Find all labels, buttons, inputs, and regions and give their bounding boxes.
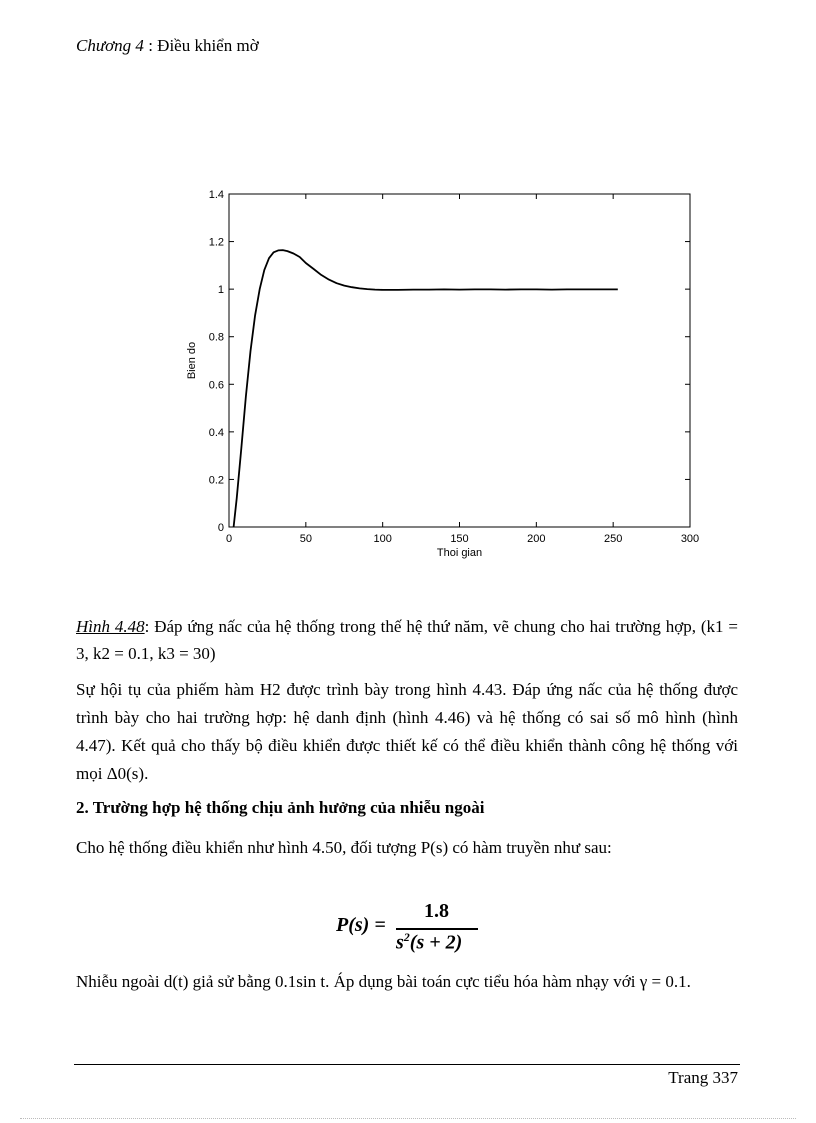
y-tick-label: 1.2	[208, 236, 224, 249]
x-axis-label: Thoi gian	[436, 547, 483, 559]
response-line	[234, 250, 618, 527]
figure-label: Hình 4.48	[76, 617, 145, 636]
y-axis-label: Bien do	[186, 341, 198, 380]
paragraph-disturbance: Nhiễu ngoài d(t) giả sử bằng 0.1sin t. Áp dụng bài toán cực tiểu hóa hàm nhạy với γ = 0.1.	[76, 972, 691, 991]
y-tick-label: 1	[217, 284, 224, 297]
y-tick-label: 0.6	[208, 379, 224, 392]
x-tick-label: 300	[680, 533, 700, 545]
denominator-rest: (s + 2)	[409, 931, 463, 954]
denominator-exponent: 2	[403, 930, 410, 944]
denominator-base: s	[396, 931, 404, 954]
page-header	[76, 36, 259, 56]
page-bottom-border	[20, 1118, 796, 1119]
step-response-chart	[180, 180, 710, 575]
paragraph-system: Cho hệ thống điều khiển như hình 4.50, đối tượng P(s) có hàm truyền như sau:	[76, 838, 612, 857]
y-tick-label: 1.4	[208, 189, 224, 201]
plot-frame	[229, 194, 690, 527]
y-tick-label: 0.2	[208, 474, 224, 487]
formula-lhs: P(s) =	[336, 914, 386, 936]
footer-rule	[74, 1064, 740, 1065]
page-footer	[668, 1068, 738, 1088]
x-tick-label: 0	[225, 533, 233, 545]
step-response-figure	[180, 180, 710, 575]
y-tick-label: 0.4	[208, 426, 224, 439]
formula-denominator	[396, 930, 462, 955]
x-tick-label: 50	[299, 533, 312, 545]
x-tick-label: 250	[603, 533, 623, 545]
x-tick-label: 100	[373, 533, 392, 545]
figure-caption	[76, 613, 738, 667]
page-number: 337	[712, 1068, 738, 1087]
transfer-function-formula	[330, 898, 490, 958]
formula-numerator: 1.8	[424, 900, 449, 922]
x-tick-label: 150	[450, 533, 469, 545]
page-label: Trang	[668, 1068, 709, 1087]
figure-caption-text: : Đáp ứng nấc của hệ thống trong thế hệ thứ năm, vẽ chung cho hai trường hợp, (k1 = 3, k2 = 0.1, k3 = 30)	[76, 617, 738, 663]
x-tick-label: 200	[527, 533, 546, 545]
section-title: 2. Trường hợp hệ thống chịu ảnh hưởng của nhiễu ngoài	[76, 798, 485, 817]
chapter-title: : Điều khiển mờ	[148, 36, 259, 55]
y-tick-label: 0.8	[208, 331, 224, 344]
chapter-label: Chương 4	[76, 36, 144, 55]
paragraph-convergence: Sự hội tụ của phiếm hàm H2 được trình bày trong hình 4.43. Đáp ứng nấc của hệ thống được trình bày cho hai trường hợp: hệ danh định (hình 4.46) và hệ thống có sai số mô hình (hình 4.47). Kết quả cho thấy bộ điều khiển được thiết kế có thể điều khiển thành công hệ thống với mọi Δ0(s).	[76, 680, 738, 783]
y-tick-label: 0	[217, 522, 224, 534]
